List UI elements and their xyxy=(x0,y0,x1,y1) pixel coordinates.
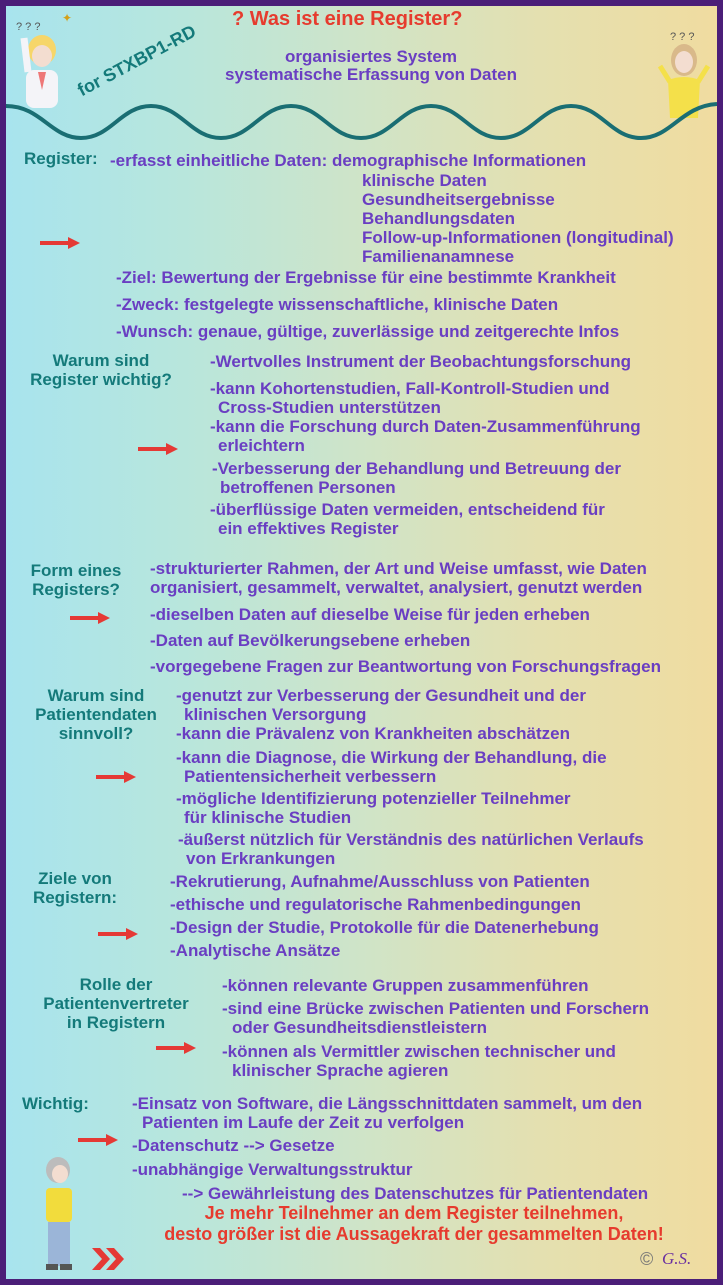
label-line: in Registern xyxy=(66,1013,166,1032)
ziele-label xyxy=(26,869,124,907)
red-arrow-icon xyxy=(138,443,178,455)
ziele-item: -Design der Studie, Protokolle für die Datenerhebung xyxy=(170,918,599,937)
warum-item: -Wertvolles Instrument der Beobachtungsforschung xyxy=(210,352,631,371)
wichtig-item-cont: Patienten im Laufe der Zeit zu verfolgen xyxy=(142,1113,465,1132)
wichtig-item-cont: --> Gewährleistung des Datenschutzes für Patientendaten xyxy=(182,1184,649,1203)
patientendaten-item: -kann die Diagnose, die Wirkung der Behandlung, die xyxy=(176,748,607,767)
ziele-item: -ethische und regulatorische Rahmenbedingungen xyxy=(170,895,581,914)
double-chevron-icon xyxy=(92,1246,126,1272)
label-line: Warum sind xyxy=(47,686,145,705)
wichtig-label: Wichtig: xyxy=(22,1094,89,1113)
register-wish: -Wunsch: genaue, gültige, zuverlässige und zeitgerechte Infos xyxy=(116,322,620,341)
register-purpose: -Zweck: festgelegte wissenschaftliche, klinische Daten xyxy=(116,295,559,314)
red-arrow-icon xyxy=(70,612,110,624)
label-line: Registern: xyxy=(32,888,118,907)
label-line: Form eines xyxy=(30,561,122,580)
form-item-cont: organisiert, gesammelt, verwaltet, analysiert, genutzt werden xyxy=(150,578,643,597)
form-item: -dieselben Daten auf dieselbe Weise für jeden erheben xyxy=(150,605,590,624)
patientendaten-item: -äußerst nützlich für Verständnis des natürlichen Verlaufs xyxy=(178,830,644,849)
conclusion xyxy=(114,1203,714,1245)
svg-text:? ? ?: ? ? ? xyxy=(16,21,41,33)
label-line: Warum sind xyxy=(52,351,150,370)
wichtig-item: -unabhängige Verwaltungsstruktur xyxy=(132,1160,413,1179)
warum-item-cont: betroffenen Personen xyxy=(220,478,396,497)
patientendaten-label xyxy=(22,686,170,743)
subtitle-line-2: systematische Erfassung von Daten xyxy=(225,65,517,84)
infographic xyxy=(6,6,717,1279)
form-item: -Daten auf Bevölkerungsebene erheben xyxy=(150,631,471,650)
wichtig-item: -Einsatz von Software, die Längsschnittdaten sammelt, um den xyxy=(132,1094,643,1113)
data-type: Behandlungsdaten xyxy=(362,209,516,228)
subtitle-line-1: organisiertes System xyxy=(285,47,457,66)
warum-item: -kann die Forschung durch Daten-Zusammenführung xyxy=(210,417,641,436)
data-type: Gesundheitsergebnisse xyxy=(362,190,555,209)
register-label: Register: xyxy=(24,149,98,168)
rolle-item: -sind eine Brücke zwischen Patienten und Forschern xyxy=(222,999,649,1018)
thinking-man-illustration-icon xyxy=(36,1156,84,1274)
wave-divider xyxy=(6,96,717,146)
warum-item-cont: erleichtern xyxy=(218,436,305,455)
subtitle xyxy=(206,48,536,84)
rolle-item: -können als Vermittler zwischen technischer und xyxy=(222,1042,616,1061)
stxbp1-tag: for STXBP1-RD xyxy=(74,20,200,101)
signature: G.S. xyxy=(662,1249,692,1268)
data-type: Familienanamnese xyxy=(362,247,515,266)
conclusion-line-2: desto größer ist die Aussagekraft der gesammelten Daten! xyxy=(164,1224,664,1244)
svg-text:? ? ?: ? ? ? xyxy=(670,31,695,43)
register-data-types xyxy=(362,171,674,266)
form-item: -strukturierter Rahmen, der Art und Weise umfasst, wie Daten xyxy=(150,559,647,578)
patientendaten-item-cont: Patientensicherheit verbessern xyxy=(184,767,437,786)
ziele-item: -Analytische Ansätze xyxy=(170,941,341,960)
warum-item: -Verbesserung der Behandlung und Betreuung der xyxy=(212,459,621,478)
label-line: Patientenvertreter xyxy=(43,994,189,1013)
wichtig-item: -Datenschutz --> Gesetze xyxy=(132,1136,335,1155)
svg-text:✦: ✦ xyxy=(62,11,72,25)
copyright-icon: © xyxy=(640,1249,654,1269)
red-arrow-icon xyxy=(78,1134,118,1146)
label-line: Ziele von xyxy=(38,869,112,888)
data-type: klinische Daten xyxy=(362,171,487,190)
label-line: Patientendaten xyxy=(35,705,157,724)
page-title: ? Was ist eine Register? xyxy=(232,8,463,30)
register-intro: -erfasst einheitliche Daten: demographische Informationen xyxy=(110,151,587,170)
label-line: Register wichtig? xyxy=(30,370,172,389)
warum-item-cont: ein effektives Register xyxy=(218,519,399,538)
form-item: -vorgegebene Fragen zur Beantwortung von Forschungsfragen xyxy=(150,657,661,676)
label-line: sinnvoll? xyxy=(58,724,134,743)
register-goal: -Ziel: Bewertung der Ergebnisse für eine bestimmte Krankheit xyxy=(116,268,616,287)
rolle-label xyxy=(24,975,208,1032)
conclusion-line-1: Je mehr Teilnehmer an dem Register teilnehmen, xyxy=(204,1203,624,1223)
warum-item: -kann Kohortenstudien, Fall-Kontroll-Studien und xyxy=(210,379,610,398)
warum-label xyxy=(26,351,176,389)
red-arrow-icon xyxy=(40,237,80,249)
rolle-item-cont: oder Gesundheitsdienstleistern xyxy=(232,1018,488,1037)
rolle-item: -können relevante Gruppen zusammenführen xyxy=(222,976,589,995)
form-label xyxy=(20,561,132,599)
warum-item: -überflüssige Daten vermeiden, entscheidend für xyxy=(210,500,605,519)
patientendaten-item-cont: von Erkrankungen xyxy=(186,849,336,868)
patientendaten-item: -kann die Prävalenz von Krankheiten abschätzen xyxy=(176,724,570,743)
warum-item-cont: Cross-Studien unterstützen xyxy=(218,398,441,417)
label-line: Rolle der xyxy=(79,975,153,994)
patientendaten-item-cont: klinischen Versorgung xyxy=(184,705,367,724)
patientendaten-item: -genutzt zur Verbesserung der Gesundheit und der xyxy=(176,686,586,705)
ziele-item: -Rekrutierung, Aufnahme/Ausschluss von Patienten xyxy=(170,872,590,891)
red-arrow-icon xyxy=(156,1042,196,1054)
rolle-item-cont: klinischer Sprache agieren xyxy=(232,1061,449,1080)
label-line: Registers? xyxy=(32,580,120,599)
red-arrow-icon xyxy=(98,928,138,940)
red-arrow-icon xyxy=(96,771,136,783)
confused-boy-illustration-icon xyxy=(12,10,72,110)
patientendaten-item-cont: für klinische Studien xyxy=(184,808,352,827)
data-type: Follow-up-Informationen (longitudinal) xyxy=(362,228,674,247)
patientendaten-item: -mögliche Identifizierung potenzieller Teilnehmer xyxy=(176,789,571,808)
